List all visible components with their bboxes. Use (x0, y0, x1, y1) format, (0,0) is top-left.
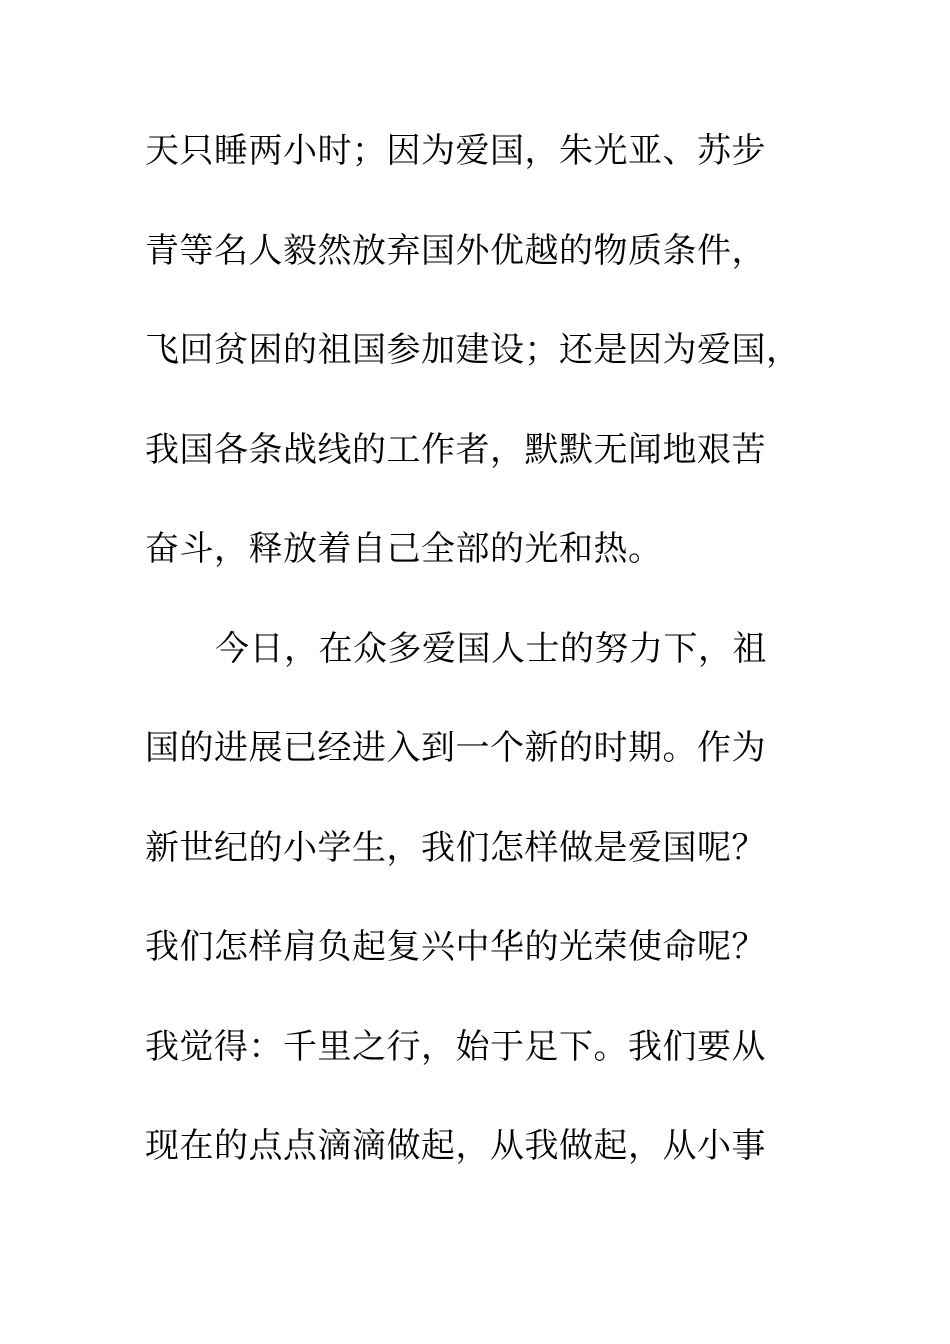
text-line: 现在的点点滴滴做起，从我做起，从小事 (145, 1126, 766, 1166)
text-line: 青等名人毅然放弃国外优越的物质条件， (145, 230, 766, 271)
text-line: 天只睡两小时；因为爱国，朱光亚、苏步 (145, 131, 766, 171)
text-line: 国的进展已经进入到一个新的时期。作为 (145, 728, 766, 768)
body-text (145, 122, 805, 1217)
paragraph-start-line: 今日，在众多爱国人士的努力下，祖 (215, 628, 767, 669)
text-line: 奋斗，释放着自己全部的光和热。 (145, 529, 663, 569)
text-line: 我们怎样肩负起复兴中华的光荣使命呢？ (145, 927, 766, 967)
text-line: 新世纪的小学生，我们怎样做是爱国呢？ (145, 827, 766, 868)
text-line: 我国各条战线的工作者，默默无闻地艰苦 (145, 429, 766, 470)
text-line: 飞回贫困的祖国参加建设；还是因为爱国， (145, 330, 801, 370)
text-line: 我觉得：千里之行，始于足下。我们要从 (145, 1026, 766, 1067)
